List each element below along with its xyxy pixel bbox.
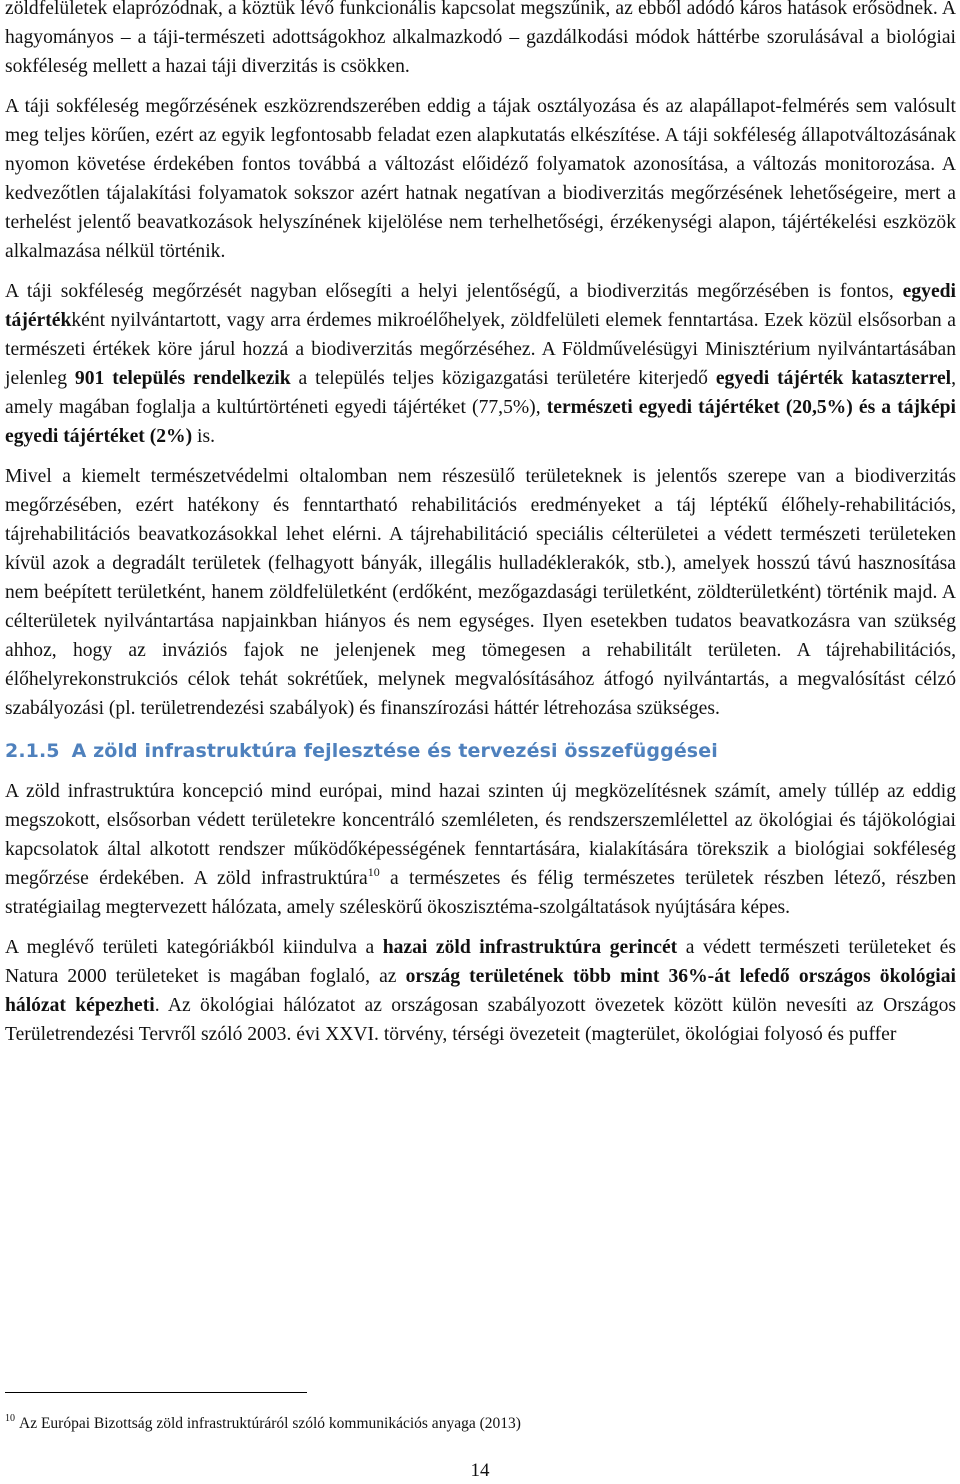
page-number: 14 xyxy=(470,1460,490,1481)
bold-text-run: természeti egyedi tájértéket (20,5%) és a tájképi egyedi tájértéket (2%) xyxy=(5,397,956,447)
footnote-separator xyxy=(5,1392,307,1393)
bold-text-run: 901 település rendelkezik xyxy=(74,368,291,389)
footnote xyxy=(5,1414,945,1434)
section-title: A zöld infrastruktúra fejlesztése és tervezési összefüggései xyxy=(71,740,718,762)
footnote-text: Az Európai Bizottság zöld infrastruktúráról szóló kommunikációs anyaga (2013) xyxy=(19,1415,521,1432)
bold-text-run: egyedi tájérték xyxy=(5,281,956,331)
paragraph-landscape-diversity-tools: A táji sokféleség megőrzésének eszközrendszerében eddig a tájak osztályozása és az alapállapot-felmérés sem valósult meg teljes körűen, ezért az egyik legfontosabb feladat ezen alapkutatás elkészítése. A táji sokféleség állapotváltozásának nyomon követése érdekében fontos továbbá a változást előidéző folyamatok azonosítása, a változás monitorozása. A kedvezőtlen tájalakítási folyamatok sokszor azért hatnak negatívan a biodiverzitás megőrzésének lehetőségeire, mert a terhelést jelentő beavatkozások helyszínének kijelölése nem terhelhetőségi, érzékenységi alapon, tájértékelési eszközök alkalmazása nélkül történik. xyxy=(5,96,956,262)
section-heading xyxy=(5,735,956,767)
footnote-marker: 10 xyxy=(5,1413,15,1424)
document-page xyxy=(5,0,956,1060)
text-run: is. xyxy=(192,426,216,447)
text-run: A táji sokféleség megőrzését nagyban elősegíti a helyi jelentőségű, a biodiverzitás megőrzésében is fontos, xyxy=(5,281,903,302)
footnote-reference[interactable]: 10 xyxy=(367,865,380,879)
text-run: a település teljes közigazgatási területére kiterjedő xyxy=(290,368,716,389)
text-run: A meglévő területi kategóriákból kiindulva a xyxy=(5,937,383,958)
bold-text-run: ország területének több mint 36%-át lefedő országos ökológiai hálózat képezheti xyxy=(5,966,956,1016)
text-run: a védett természeti területeket és Natura 2000 területeket is magában foglaló, az xyxy=(5,937,957,987)
bold-text-run: egyedi tájérték kataszterrel xyxy=(715,368,952,389)
text-run: a természetes és félig természetes területek részben létező, részben stratégiailag megtervezett hálózata, amely széleskörű ökoszisztéma-szolgáltatások nyújtására képes. xyxy=(5,868,956,918)
paragraph-ecological-network xyxy=(5,933,956,1049)
text-run: , amely magában foglalja a kultúrtörténeti egyedi tájértéket (77,5%), xyxy=(5,368,956,418)
section-number: 2.1.5 xyxy=(5,740,60,762)
paragraph-green-infrastructure-concept xyxy=(5,777,956,922)
text-run: ként nyilvántartott, vagy arra érdemes mikroélőhelyek, zöldfelületi elemek fenntartása. Ezek közül elsősorban a természeti értékek köre járul hozzá a biodiverzitás megőrzéséhez. A Földművelésügyi Minisztérium nyilvántartásában jelenleg xyxy=(5,310,956,389)
bold-text-run: hazai zöld infrastruktúra gerincét xyxy=(382,937,678,958)
paragraph-rehabilitation: Mivel a kiemelt természetvédelmi oltalomban nem részesülő területeknek is jelentős szerepe van a biodiverzitás megőrzésében, ezért hatékony és fenntartható rehabilitációs eredményeket a táj léptékű élőhely-rehabilitációs, tájrehabilitációs beavatkozásokkal lehet elérni. A tájrehabilitáció speciális célterületei a védett természeti területeken kívül azok a degradált területek (felhagyott bányák, illegális hulladéklerakók, stb.), amelyek hosszú távú hasznosítása nem beépített területként, hanem zöldfelületként (erdőként, mezőgazdasági területként, zöldterületként) történik majd. A célterületek nyilvántartása napjainkban hiányos és nem egységes. Ilyen esetekben tudatos beavatkozásra van szükség ahhoz, hogy az inváziós fajok ne jelenjenek meg tömegesen a rehabilitált területen. A tájrehabilitációs, élőhelyrekonstrukciós célok tehát sokrétűek, melynek megvalósításához átfogó nyilvántartás, a megvalósítást célzó szabályozási (pl. területrendezési szabályok) és finanszírozási háttér létrehozása szükséges. xyxy=(5,466,956,719)
text-run: . Az ökológiai hálózatot az országosan szabályozott övezetek között külön nevesíti az Országos Területrendezési Tervről szóló 2003. évi XXVI. törvény, térségi övezeteit (magterület, ökológiai folyosó és puffer xyxy=(5,995,956,1045)
paragraph-landscape-value xyxy=(5,277,956,451)
paragraph-diversity-loss: zöldfelületek elaprózódnak, a köztük lévő funkcionális kapcsolat megszűnik, az ebből adódó káros hatások erősödnek. A hagyományos – a táji-természeti adottságokhoz alkalmazkodó – gazdálkodási módok háttérbe szorulásával a biológiai sokféleség mellett a hazai táji diverzitás is csökken. xyxy=(5,0,956,77)
text-run: A zöld infrastruktúra koncepció mind európai, mind hazai szinten új megközelítésnek számít, amely túllép az eddig megszokott, elsősorban védett területekre koncentráló szemléleten, és rendszerszemlélettel az ökológiai és tájökológiai kapcsolatok által alkotott rendszer működőképességének fenntartására, kialakítására törekszik a biológiai sokféleség megőrzése érdekében. A zöld infrastruktúra xyxy=(5,781,956,889)
